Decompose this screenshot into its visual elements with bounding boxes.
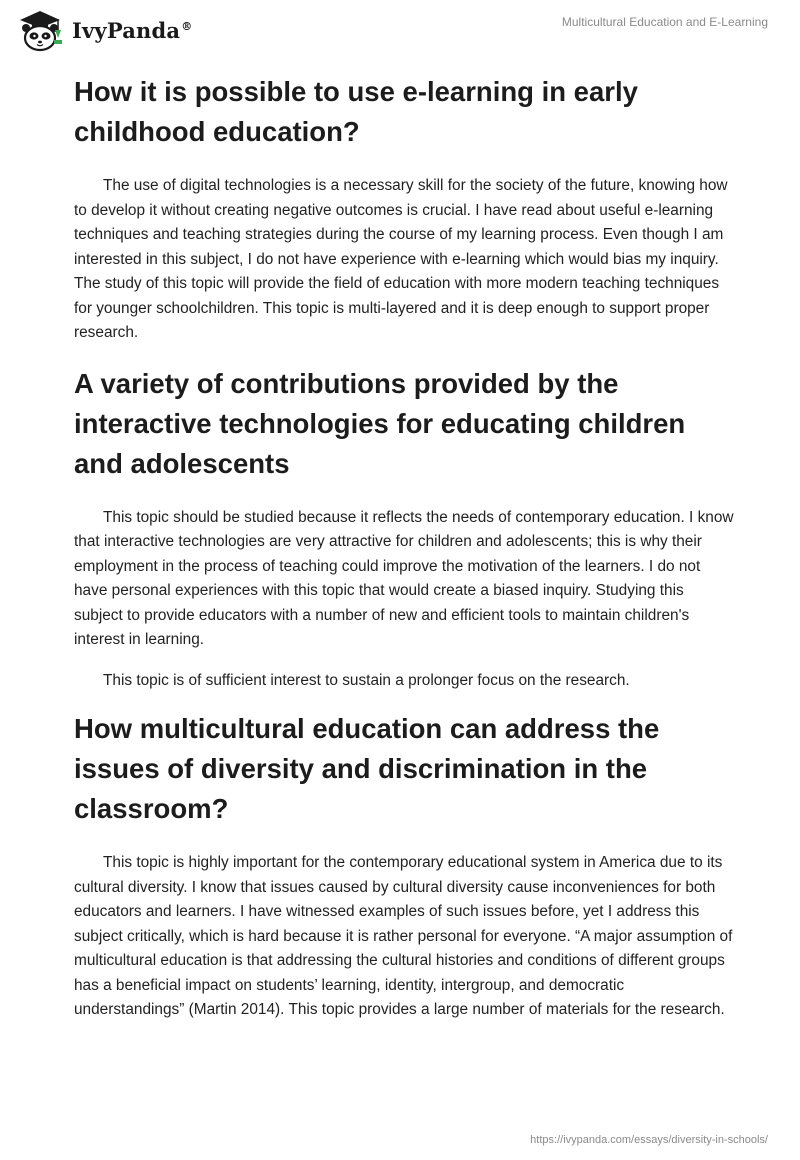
essay-content bbox=[74, 72, 734, 1039]
brand-name bbox=[72, 18, 192, 43]
section-heading: How it is possible to use e-learning in early childhood education? bbox=[74, 76, 638, 147]
section-paragraph: This topic should be studied because it reflects the needs of contemporary education. I know that interactive technologies are very attractive for children and adolescents; this is why their employment in the process of teaching could improve the motivation of the learners. I do not have personal experiences with this topic that would create a biased inquiry. Studying this subject to provide educators with a number of new and efficient tools to maintain children's interest in learning. bbox=[74, 508, 734, 648]
document-title: Multicultural Education and E-Learning bbox=[561, 15, 768, 29]
section-heading: A variety of contributions provided by the interactive technologies for educating children and adolescents bbox=[74, 367, 686, 479]
source-url-link[interactable]: https://ivypanda.com/essays/diversity-in-schools/ bbox=[530, 1134, 768, 1146]
section-multicultural-education bbox=[74, 709, 734, 1023]
section-paragraph: This topic is highly important for the contemporary educational system in America due to its cultural diversity. I know that issues caused by cultural diversity cause inconveniences for both educators and learners. I have witnessed examples of such issues before, yet I address this subject critically, which is hard because it is rather personal for everyone. “A major assumption of multicultural education is that addressing the cultural histories and conditions of different groups has a beneficial impact on students’ learning, identity, intergroup, and democratic understandings” (Martin 2014). This topic provides a large number of materials for the research. bbox=[74, 854, 733, 1018]
panda-graduate-icon bbox=[14, 8, 66, 52]
section-heading: How multicultural education can address the issues of diversity and discrimination in the classroom? bbox=[74, 713, 660, 824]
section-interactive-technologies bbox=[74, 364, 734, 694]
brand-logo[interactable] bbox=[14, 8, 192, 52]
section-elearning bbox=[74, 72, 734, 346]
brand-name-text: IvyPanda bbox=[72, 17, 181, 43]
section-paragraph: The use of digital technologies is a necessary skill for the society of the future, knowing how to develop it without creating negative outcomes is crucial. I have read about useful e-learning techniques and teaching strategies during the course of my learning process. Even though I am interested in this subject, I do not have experience with e-learning which would bias my inquiry. The study of this topic will provide the field of education with more modern teaching techniques for younger schoolchildren. This topic is multi-layered and it is deep enough to support proper research. bbox=[74, 177, 728, 341]
page-header bbox=[0, 0, 800, 70]
section-paragraph: This topic is of sufficient interest to sustain a prolonger focus on the research. bbox=[103, 671, 630, 689]
registered-mark: ® bbox=[181, 19, 193, 33]
